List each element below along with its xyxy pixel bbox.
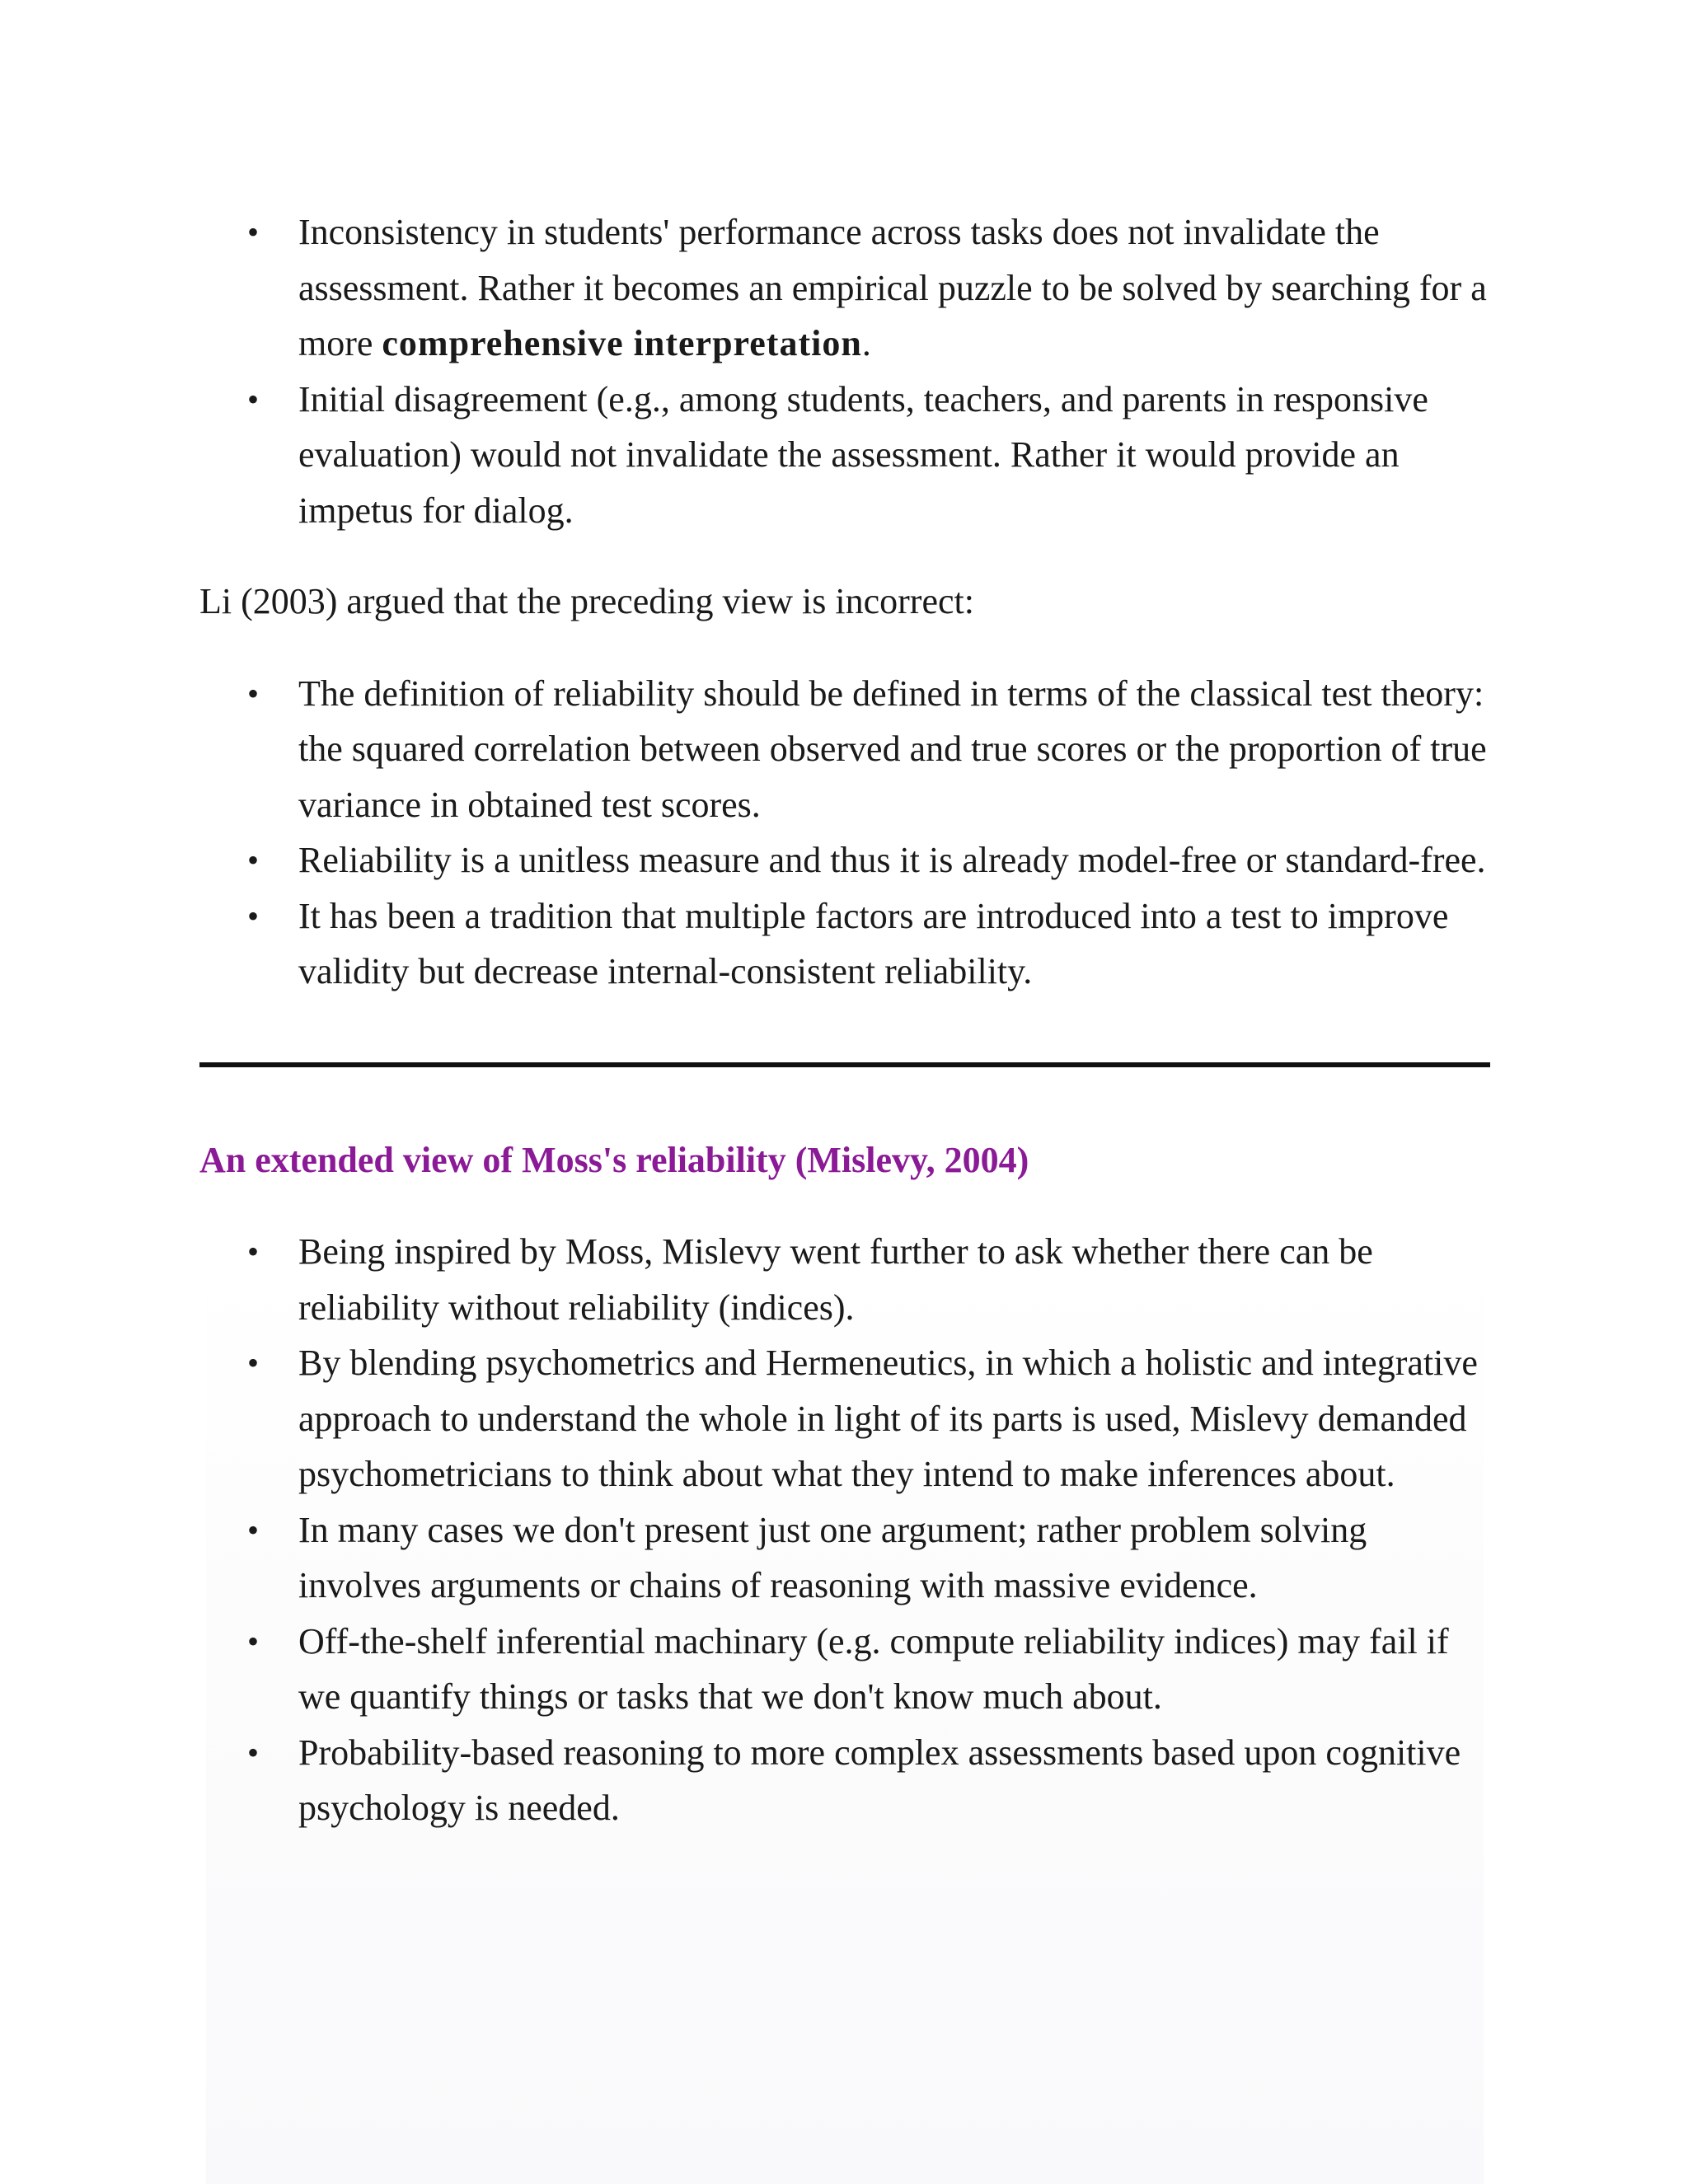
list-item-text: By blending psychometrics and Hermeneutics, in which a holistic and integrative approach to understand the whole in light of its parts is used, Mislevy demanded psychometricians to think about what they intend to make inferences about. (298, 1343, 1478, 1494)
list-item (199, 1335, 1493, 1502)
list-item-text: It has been a tradition that multiple factors are introduced into a test to improve validity but decrease internal-consistent reliability. (298, 895, 1449, 991)
emphasis-text: comprehensive interpretation (382, 323, 862, 363)
list-item-text: The definition of reliability should be defined in terms of the classical test theory: the squared correlation between observed and true scores or the proportion of true variance in obtained test scores. (298, 673, 1487, 825)
list-item (199, 888, 1493, 1000)
list-item-text-end: . (861, 323, 871, 363)
bullet-list-li-argument (199, 666, 1493, 1000)
bullet-list-mislevy (199, 1224, 1493, 1836)
list-item-text: Being inspired by Moss, Mislevy went further to ask whether there can be reliability without reliability (indices). (298, 1231, 1373, 1328)
bullet-list-moss-implications (199, 204, 1493, 538)
list-item-text: Off-the-shelf inferential machinary (e.g. compute reliability indices) may fail if we quantify things or tasks that we don't know much about. (298, 1620, 1449, 1717)
document-body (199, 204, 1493, 1836)
list-item (199, 1614, 1493, 1725)
list-item-text: Probability-based reasoning to more complex assessments based upon cognitive psychology is needed. (298, 1732, 1461, 1828)
section-heading: An extended view of Moss's reliability (Mislevy, 2004) (199, 1139, 1029, 1180)
list-item-text: Initial disagreement (e.g., among students, teachers, and parents in responsive evaluation) would not invalidate the assessment. Rather it would provide an impetus for dialog. (298, 378, 1428, 531)
list-item (199, 372, 1493, 539)
list-item (199, 204, 1493, 372)
list-item (199, 1725, 1493, 1836)
list-item (199, 666, 1493, 833)
list-item-text: In many cases we don't present just one argument; rather problem solving involves arguments or chains of reasoning with massive evidence. (298, 1509, 1367, 1605)
list-item (199, 832, 1493, 888)
horizontal-divider (199, 1062, 1490, 1067)
paragraph-li-argument: Li (2003) argued that the preceding view is incorrect: (199, 581, 974, 621)
list-item-text: Inconsistency in students' performance across tasks does not invalidate the assessment. Rather it becomes an empirical puzzle to be solved by searching for a more (298, 212, 1487, 363)
list-item-text: Reliability is a unitless measure and thus it is already model-free or standard-free. (298, 840, 1486, 880)
list-item (199, 1224, 1493, 1335)
list-item (199, 1502, 1493, 1614)
